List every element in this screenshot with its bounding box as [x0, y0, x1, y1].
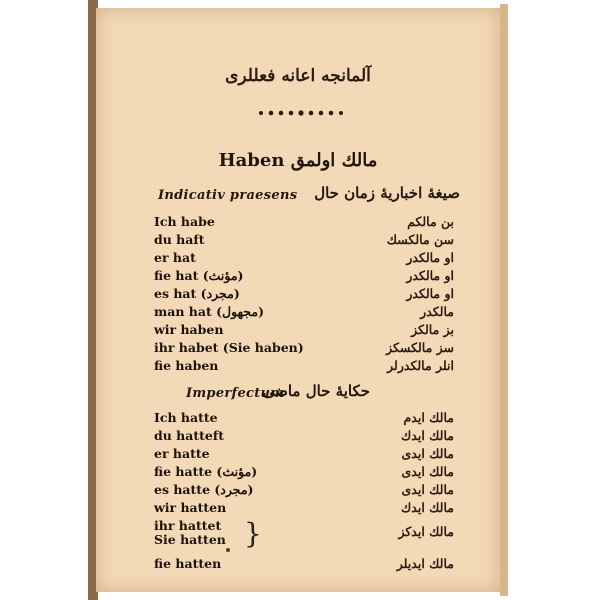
section-heading-turkish: صيغهٔ اخباريهٔ زمان حال	[314, 184, 460, 202]
turkish-form: بز مالكز	[411, 322, 454, 337]
turkish-form: سن مالكسك	[386, 232, 454, 247]
turkish-form: مالك ايدى	[401, 464, 454, 479]
book-page	[96, 8, 500, 592]
table-row	[96, 500, 500, 518]
ornament-divider-icon	[256, 108, 346, 118]
german-form: Sie hatten	[154, 532, 226, 547]
german-form: fie hat (مؤنث)	[154, 268, 244, 283]
german-form: fie haben	[154, 358, 219, 373]
german-form: man hat (مجهول)	[154, 304, 264, 319]
table-row	[96, 358, 500, 376]
german-form: er hat	[154, 250, 196, 265]
page-edge	[500, 4, 508, 596]
table-row	[96, 304, 500, 322]
page-header: آلمانجه اعانه فعللرى	[225, 66, 371, 86]
table-row	[96, 214, 500, 232]
turkish-form: مالك ايدك	[400, 428, 454, 443]
section-heading-german: Imperfectum	[186, 386, 285, 401]
turkish-form: انلر مالكدرلر	[387, 358, 454, 373]
table-row	[96, 482, 500, 500]
german-form: du hatteft	[154, 428, 225, 443]
ink-spot	[226, 548, 230, 552]
table-row	[96, 464, 500, 482]
german-form: ihr habet (Sie haben)	[154, 340, 304, 355]
turkish-form: او مالكدر	[406, 250, 454, 265]
turkish-form: مالك ايدى	[401, 446, 454, 461]
table-row	[96, 340, 500, 358]
table-row	[96, 250, 500, 268]
turkish-form: او مالكدر	[406, 286, 454, 301]
table-row	[96, 446, 500, 464]
german-form: fie hatten	[154, 556, 222, 571]
turkish-form: سز مالكسكز	[386, 340, 454, 355]
german-form: Ich habe	[154, 214, 215, 229]
turkish-form: مالك ايدم	[403, 410, 454, 425]
table-row	[96, 322, 500, 340]
turkish-form: مالك ايدكز	[398, 524, 454, 539]
german-form: es hatte (مجرد)	[154, 482, 254, 497]
german-form: du haft	[154, 232, 205, 247]
section-heading-turkish: حكايهٔ حال ماضى	[262, 382, 370, 400]
table-row	[96, 410, 500, 428]
german-form: Ich hatte	[154, 410, 218, 425]
german-form: er hatte	[154, 446, 210, 461]
german-form: ihr hattet	[154, 518, 222, 533]
table-row	[96, 286, 500, 304]
turkish-form: مالك ايدك	[400, 500, 454, 515]
turkish-form: او مالكدر	[406, 268, 454, 283]
grouping-brace: }	[244, 517, 262, 550]
turkish-form: بن مالكم	[407, 214, 454, 229]
table-row	[96, 428, 500, 446]
table-row	[96, 268, 500, 286]
german-form: wir haben	[154, 322, 224, 337]
turkish-form: مالكدر	[420, 304, 454, 319]
turkish-form: مالك ايدى	[401, 482, 454, 497]
verb-title: Haben مالك اولمق	[218, 150, 378, 171]
table-row	[96, 232, 500, 250]
section-heading-german: Indicativ praesens	[158, 188, 298, 203]
german-form: wir hatten	[154, 500, 227, 515]
turkish-form: مالك ايديلر	[396, 556, 454, 571]
german-form: es hat (مجرد)	[154, 286, 240, 301]
table-row	[96, 556, 500, 574]
german-form: fie hatte (مؤنث)	[154, 464, 258, 479]
